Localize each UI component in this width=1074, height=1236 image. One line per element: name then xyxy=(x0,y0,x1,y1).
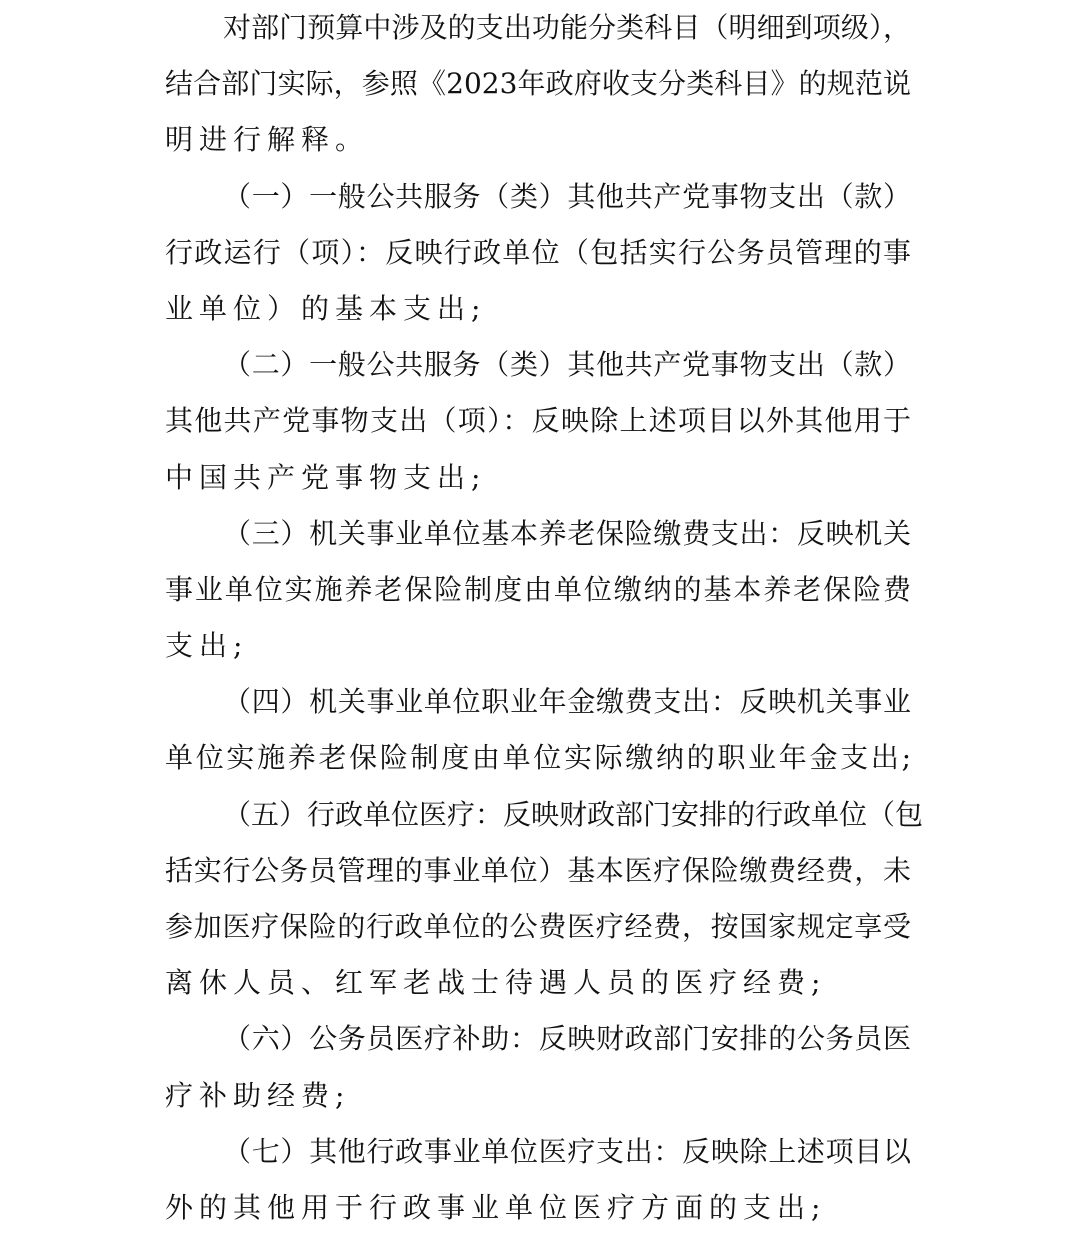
paragraph-line: 结合部门实际，参照《2023年政府收支分类科目》的规范说 xyxy=(165,67,911,101)
paragraph-line: （三）机关事业单位基本养老保险缴费支出：反映机关 xyxy=(223,516,911,550)
paragraph-line: （五）行政单位医疗：反映财政部门安排的行政单位（包 xyxy=(223,797,924,831)
paragraph-line: 对部门预算中涉及的支出功能分类科目（明细到项级）， xyxy=(223,11,911,44)
paragraph-line: 其他共产党事物支出（项）：反映除上述项目以外其他用于 xyxy=(165,404,911,438)
paragraph-line: 明进行解释。 xyxy=(165,123,370,157)
paragraph-line: 单位实施养老保险制度由单位实际缴纳的职业年金支出; xyxy=(165,741,911,775)
paragraph-line: 中国共产党事物支出; xyxy=(165,460,487,494)
paragraph-line: （七）其他行政事业单位医疗支出：反映除上述项目以 xyxy=(223,1134,911,1168)
paragraph-line: （二）一般公共服务（类）其他共产党事物支出（款） xyxy=(223,348,911,382)
paragraph-line: 事业单位实施养老保险制度由单位缴纳的基本养老保险费 xyxy=(165,572,911,606)
paragraph-line: 支出; xyxy=(165,629,249,663)
paragraph-line: 离休人员、红军老战士待遇人员的医疗经费; xyxy=(165,966,827,1000)
paragraph-line: 行政运行（项）：反映行政单位（包括实行公务员管理的事 xyxy=(165,235,911,269)
paragraph-line: 括实行公务员管理的事业单位）基本医疗保险缴费经费，未 xyxy=(165,853,911,887)
paragraph-line: 参加医疗保险的行政单位的公费医疗经费，按国家规定享受 xyxy=(165,910,911,943)
document-body xyxy=(165,0,924,1236)
paragraph-line: （六）公务员医疗补助：反映财政部门安排的公务员医 xyxy=(223,1022,911,1056)
paragraph-line: （一）一般公共服务（类）其他共产党事物支出（款） xyxy=(223,179,911,213)
paragraph-line: 外的其他用于行政事业单位医疗方面的支出; xyxy=(165,1190,827,1224)
paragraph-line: （四）机关事业单位职业年金缴费支出：反映机关事业 xyxy=(223,685,911,719)
paragraph-line: 疗补助经费; xyxy=(165,1078,351,1112)
paragraph-line: 业单位）的基本支出; xyxy=(165,291,487,325)
